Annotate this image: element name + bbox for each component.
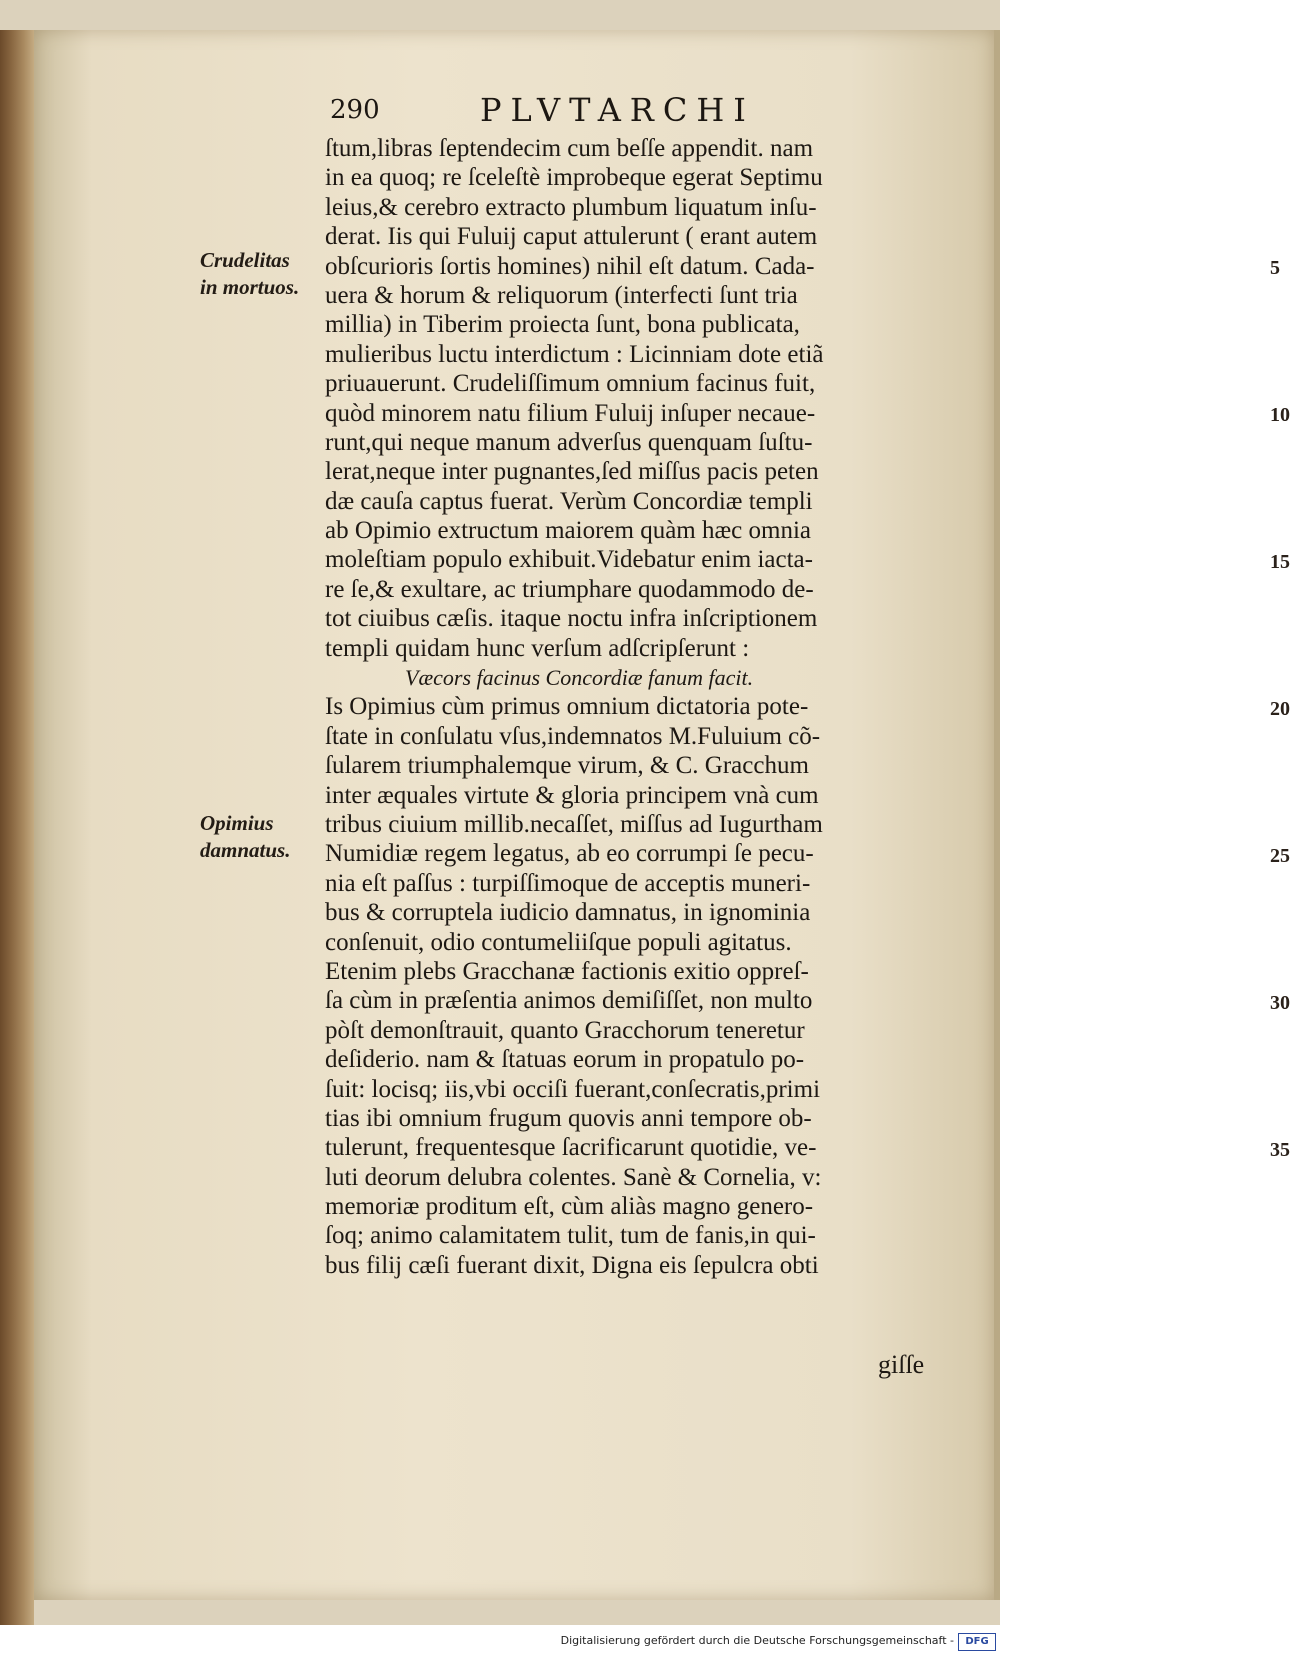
text-line: memoriæ proditum eſt, cùm aliàs magno genero- <box>325 1193 814 1221</box>
footer <box>0 1630 1000 1656</box>
text-line: ab Opimio extructum maiorem quàm hæc omnia <box>325 517 811 545</box>
text-line: nia eſt paſſus : turpiſſimoque de acceptis muneri- <box>325 869 811 897</box>
line-number: 5 <box>1270 257 1280 279</box>
line-number: 10 <box>1270 404 1290 426</box>
text-line: uera & horum & reliquorum (interfecti ſunt tria <box>325 281 798 309</box>
text-line: re ſe,& exultare, ac triumphare quodammodo de- <box>325 575 814 603</box>
text-line: templi quidam hunc verſum adſcripſerunt : <box>325 634 750 662</box>
text-line: bus & corruptela iudicio damnatus, in ignominia <box>325 899 811 927</box>
text-line: ſtum,libras ſeptendecim cum beſſe appendit. nam <box>325 135 814 162</box>
text-line: lerat,neque inter pugnantes,ſed miſſus pacis peten <box>325 458 819 486</box>
book-title: PLVTARCHI <box>480 91 755 129</box>
line-number: 25 <box>1270 845 1290 867</box>
text-line: ſtate in conſulatu vſus,indemnatos M.Fuluium cõ- <box>325 722 821 750</box>
text-line: bus filij cæſi fuerant dixit, Digna eis ſepulcra obti <box>325 1251 819 1279</box>
margin-note-line: in mortuos. <box>200 275 300 299</box>
text-line: luti deorum delubra colentes. Sanè & Cornelia, v: <box>325 1163 822 1191</box>
line-number: 15 <box>1270 551 1290 573</box>
text-line: priuauerunt. Crudeliſſimum omnium facinus fuit, <box>325 370 816 398</box>
margin-note-line: Crudelitas <box>200 248 290 272</box>
verse-line: Væcors facinus Concordiæ fanum facit. <box>405 665 754 691</box>
text-line: quòd minorem natu filium Fuluij inſuper necaue- <box>325 399 816 427</box>
margin-note-line: damnatus. <box>200 838 291 862</box>
text-line: ſularem triumphalemque virum, & C. Gracchum <box>325 752 809 780</box>
line-number: 30 <box>1270 992 1290 1014</box>
page-number: 290 <box>330 95 380 125</box>
dfg-logo: DFG <box>958 1633 996 1651</box>
text-line: Is Opimius cùm primus omnium dictatoria pote- <box>325 693 809 721</box>
catchword: giſſe <box>878 1350 925 1379</box>
text-line: deſiderio. nam & ſtatuas eorum in propatulo po- <box>325 1046 805 1074</box>
running-head <box>330 91 930 135</box>
text-line: mulieribus luctu interdictum : Licinniam dote etiã <box>325 340 824 368</box>
text-line: Etenim plebs Gracchanæ factionis exitio oppreſ- <box>325 957 809 985</box>
text-line: ſuit: locisq; iis,vbi occiſi fuerant,conſecratis,primi <box>325 1075 821 1103</box>
text-line: obſcurioris ſortis homines) nihil eſt datum. Cada- <box>325 252 815 280</box>
text-line: derat. Iis qui Fuluij caput attulerunt ( erant autem <box>325 223 818 251</box>
text-line: leius,& cerebro extracto plumbum liquatum inſu- <box>325 193 817 221</box>
text-line: ſa cùm in præſentia animos demiſiſſet, non multo <box>325 987 813 1015</box>
margin-note-crudelitas <box>200 247 320 301</box>
text-line: tulerunt, frequentesque ſacrificarunt quotidie, ve- <box>325 1134 817 1162</box>
text-line: runt,qui neque manum adverſus quenquam ſuſtu- <box>325 428 813 456</box>
text-line: moleſtiam populo exhibuit.Videbatur enim iacta- <box>325 546 813 574</box>
line-number: 20 <box>1270 698 1290 720</box>
page-right-edge <box>994 30 1000 1600</box>
margin-note-opimius <box>200 810 320 864</box>
text-line: ſoq; animo calamitatem tulit, tum de fanis,in qui- <box>325 1222 816 1250</box>
text-line: pòſt demonſtrauit, quanto Gracchorum teneretur <box>325 1016 805 1044</box>
line-number: 35 <box>1270 1139 1290 1161</box>
text-line: dæ cauſa captus fuerat. Verùm Concordiæ templi <box>325 487 813 515</box>
text-line: inter æquales virtute & gloria principem vnà cum <box>325 781 819 809</box>
text-line: tribus ciuium millib.necaſſet, miſſus ad Iugurtham <box>325 810 823 838</box>
body-text <box>325 134 1290 1280</box>
margin-note-line: Opimius <box>200 811 274 835</box>
text-line: millia) in Tiberim proiecta ſunt, bona publicata, <box>325 311 800 339</box>
text-line: tias ibi omnium frugum quovis anni tempore ob- <box>325 1104 812 1132</box>
book-binding-edge <box>0 30 34 1625</box>
footer-credit: Digitalisierung gefördert durch die Deutsche Forschungsgemeinschaft - <box>560 1634 954 1647</box>
text-line: Numidiæ regem legatus, ab eo corrumpi ſe pecu- <box>325 840 814 868</box>
text-line: tot ciuibus cæſis. itaque noctu infra inſcriptionem <box>325 605 818 633</box>
text-line: conſenuit, odio contumeliiſque populi agitatus. <box>325 928 792 956</box>
text-line: in ea quoq; re ſceleſtè improbeque egerat Septimu <box>325 164 823 192</box>
